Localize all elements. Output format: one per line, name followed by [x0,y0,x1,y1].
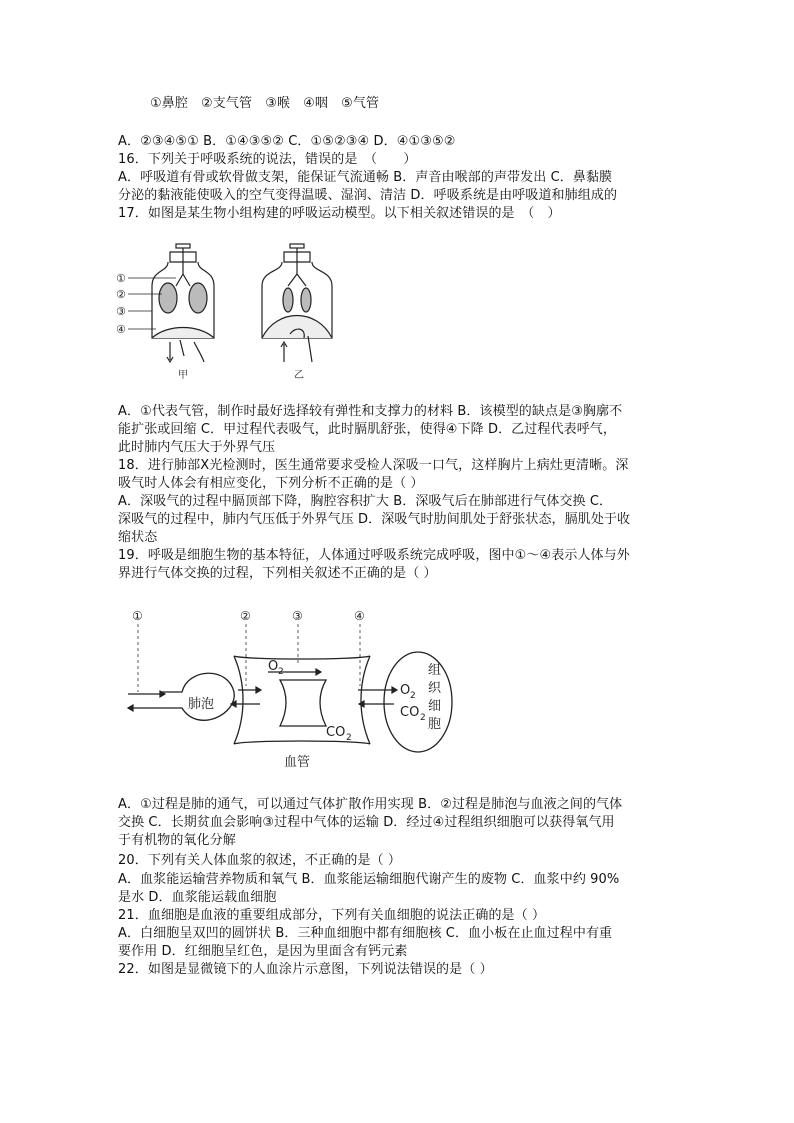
svg-text:胞: 胞 [428,717,442,732]
tissue-cell [384,652,452,752]
co2-from-tissue [400,705,426,723]
model-markers [116,272,126,336]
q18-stem-2: 吸气时人体会有相应变化，下列分析不正确的是（ ） [118,476,424,491]
vessel-label: 血管 [284,755,311,770]
q18-stem-1: 18．进行肺部X光检测时，医生通常要求受检人深吸一口气，这样胸片上病灶更清晰。深 [118,458,629,473]
q16-choices-1: A．呼吸道有骨或软骨做支架，能保证气流通畅 B．声音由喉部的声带发出 C．鼻黏膜 [118,170,613,185]
q21-stem: 21．血细胞是血液的重要组成部分，下列有关血细胞的说法正确的是（ ） [118,908,546,923]
marker-4: ④ [116,323,126,336]
tissue-cell-label [428,663,442,732]
q21-choices-2: 要作用 D．红细胞呈红色，是因为里面含有钙元素 [118,944,408,959]
model-jar-left [152,244,214,362]
marker-3: ③ [292,609,303,623]
svg-text:2: 2 [278,667,284,677]
o2-to-tissue [400,683,416,701]
q19-choices-2: 交换 C．长期贫血会影响③过程中气体的运输 D．经过④过程组织细胞可以获得氧气用 [118,815,615,830]
q18-choices-3: 缩状态 [118,530,158,545]
q17-choices-2: 能扩张或回缩 C．甲过程代表吸气，此时膈肌舒张，使得④下降 D．乙过程代表呼气， [118,422,617,437]
gas-exchange-figure [118,604,478,772]
process-markers [132,609,365,623]
caption-left: 甲 [178,370,188,381]
q17-stem: 17．如图是某生物小组构建的呼吸运动模型。以下相关叙述错误的是 （ ） [118,206,561,221]
marker-1: ① [116,272,126,285]
svg-text:CO: CO [326,725,346,740]
model-jar-right [262,244,332,362]
q19-choices-3: 于有机物的氧化分解 [118,833,236,848]
marker-2: ② [240,609,251,623]
q19-choices-1: A．①过程是肺的通气，可以通过气体扩散作用实现 B．②过程是肺泡与血液之间的气体 [118,797,623,812]
svg-text:组: 组 [428,663,442,678]
q15-options-list: ①鼻腔 ②支气管 ③喉 ④咽 ⑤气管 [150,96,380,111]
svg-text:O: O [400,683,411,698]
svg-text:细: 细 [428,699,442,714]
svg-text:2: 2 [410,691,416,701]
svg-text:CO: CO [400,705,420,720]
q17-choices-1: A．①代表气管，制作时最好选择较有弹性和支撑力的材料 B．该模型的缺点是③胸廓不 [118,404,623,419]
q21-choices-1: A．白细胞呈双凹的圆饼状 B．三种血细胞中都有细胞核 C．血小板在止血过程中有重 [118,926,613,941]
svg-text:O: O [268,659,279,674]
svg-text:2: 2 [346,733,352,743]
breathing-model-figure [112,238,352,384]
q22-stem: 22．如图是显微镜下的人血涂片示意图，下列说法错误的是（ ） [118,962,493,977]
q17-choices-3: 此时肺内气压大于外界气压 [118,440,276,455]
q20-choices-1: A．血浆能运输营养物质和氧气 B．血浆能运输细胞代谢产生的废物 C．血浆中约 90% [118,872,620,887]
q18-choices-1: A．深吸气的过程中膈顶部下降，胸腔容积扩大 B．深吸气后在肺部进行气体交换 C． [118,494,613,509]
caption-right: 乙 [294,370,304,381]
red-blood-cell [280,680,326,726]
q16-choices-2: 分泌的黏液能使吸入的空气变得温暖、湿润、清洁 D．呼吸系统是由呼吸道和肺组成的 [118,188,618,203]
blood-vessel [234,656,370,744]
o2-in-vessel [268,659,284,677]
q15-choices: A．②③④⑤① B．①④③⑤② C．①⑤②③④ D．④①③⑤② [118,134,456,149]
marker-3: ③ [116,305,126,318]
q20-choices-2: 是水 D．血浆能运载血细胞 [118,890,277,905]
q19-stem-2: 界进行气体交换的过程，下列相关叙述不正确的是（ ） [118,566,437,581]
marker-2: ② [116,288,126,301]
alveolus-label: 肺泡 [188,697,215,712]
marker-4: ④ [354,609,365,623]
co2-in-vessel [326,725,352,743]
marker-1: ① [132,609,143,623]
q20-stem: 20．下列有关人体血浆的叙述，不正确的是（ ） [118,853,401,868]
svg-text:2: 2 [420,713,426,723]
q19-stem-1: 19．呼吸是细胞生物的基本特征，人体通过呼吸系统完成呼吸，图中①～④表示人体与外 [118,548,630,563]
q16-stem: 16．下列关于呼吸系统的说法，错误的是 （ ） [118,152,417,167]
svg-text:织: 织 [428,681,442,696]
q18-choices-2: 深吸气的过程中，肺内气压低于外界气压 D．深吸气时肋间肌处于舒张状态，膈肌处于收 [118,512,631,527]
